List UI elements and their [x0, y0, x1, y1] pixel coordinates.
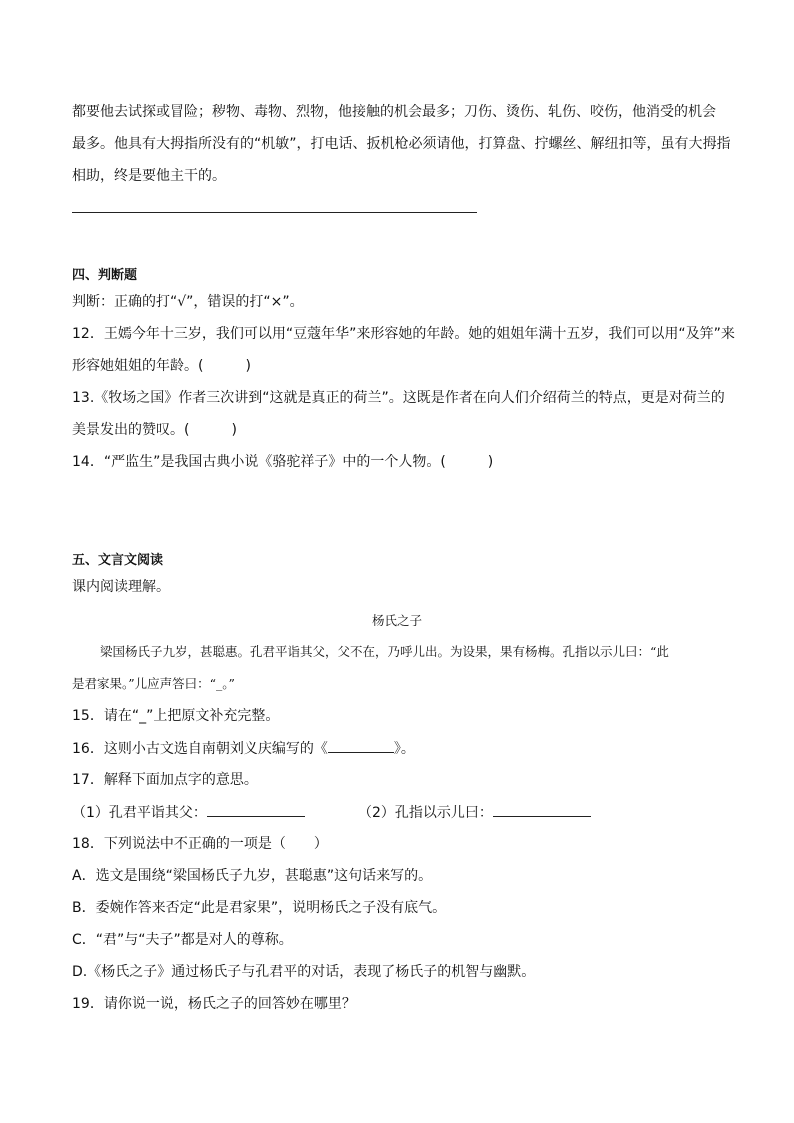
q17-1-answer-blank[interactable] [207, 802, 305, 817]
q12-line-2: 形容她姐姐的年龄。( ) [72, 358, 251, 374]
q16-answer-blank[interactable] [328, 738, 394, 753]
q17: 17．解释下面加点字的意思。 [72, 772, 258, 788]
passage-line-1: 都要他去试探或冒险；秽物、毒物、烈物，他接触的机会最多；刀伤、烫伤、轧伤、咬伤，他消受的机会 [72, 104, 716, 120]
classical-text-line-2: 是君家果。”儿应声答曰：“_。” [72, 676, 235, 691]
q19: 19．请你说一说，杨氏之子的回答妙在哪里？ [72, 996, 356, 1012]
text-title: 杨氏之子 [371, 613, 422, 628]
q17-2-answer-blank[interactable] [493, 802, 591, 817]
q14: 14．“严监生”是我国古典小说《骆驼祥子》中的一个人物。( ) [72, 454, 494, 470]
classical-text-line-1: 梁国杨氏子九岁，甚聪惠。孔君平诣其父，父不在，乃呼儿出。为设果，果有杨梅。孔指以示儿曰：“此 [100, 644, 669, 659]
q13-line-1: 13.《牧场之国》作者三次讲到“这就是真正的荷兰”。这既是作者在向人们介绍荷兰的特点，更是对荷兰的 [72, 390, 725, 406]
passage-line-2: 最多。他具有大拇指所没有的“机敏”，打电话、扳机枪必须请他，打算盘、拧螺丝、解纽扣等，虽有大拇指 [72, 136, 731, 152]
q16-text: 16．这则小古文选自南朝刘义庆编写的《 [72, 741, 328, 757]
section4-heading: 四、判断题 [72, 268, 138, 283]
q17-1 [72, 802, 305, 823]
q17-2-label: （2）孔指以示儿曰： [358, 805, 493, 821]
q17-2 [358, 802, 591, 823]
q17-1-label: （1）孔君平诣其父： [72, 805, 207, 821]
q12-line-1: 12．王嫣今年十三岁，我们可以用“豆蔻年华”来形容她的年龄。她的姐姐年满十五岁，我们可以用“及笄”来 [72, 326, 735, 342]
option-d: D.《杨氏之子》通过杨氏子与孔君平的对话，表现了杨氏子的机智与幽默。 [72, 964, 536, 980]
q13-line-2: 美景发出的赞叹。( ) [72, 422, 237, 438]
section5-instruction: 课内阅读理解。 [72, 579, 170, 595]
q15: 15．请在“_”上把原文补充完整。 [72, 708, 280, 724]
q16-text-end: 》。 [393, 741, 415, 757]
option-c: C．“君”与“夫子”都是对人的尊称。 [72, 932, 293, 948]
option-b: B．委婉作答来否定“此是君家果”，说明杨氏之子没有底气。 [72, 900, 447, 916]
q18: 18．下列说法中不正确的一项是（ ） [72, 836, 328, 852]
section4-instruction: 判断：正确的打“√”，错误的打“×”。 [72, 294, 304, 310]
passage-line-3: 相助，终是要他主干的。 [72, 168, 226, 184]
q16 [72, 738, 415, 759]
section5-heading: 五、文言文阅读 [72, 553, 164, 568]
answer-rule [72, 212, 477, 213]
option-a: A．选文是围绕“梁国杨氏子九岁，甚聪惠”这句话来写的。 [72, 868, 433, 884]
